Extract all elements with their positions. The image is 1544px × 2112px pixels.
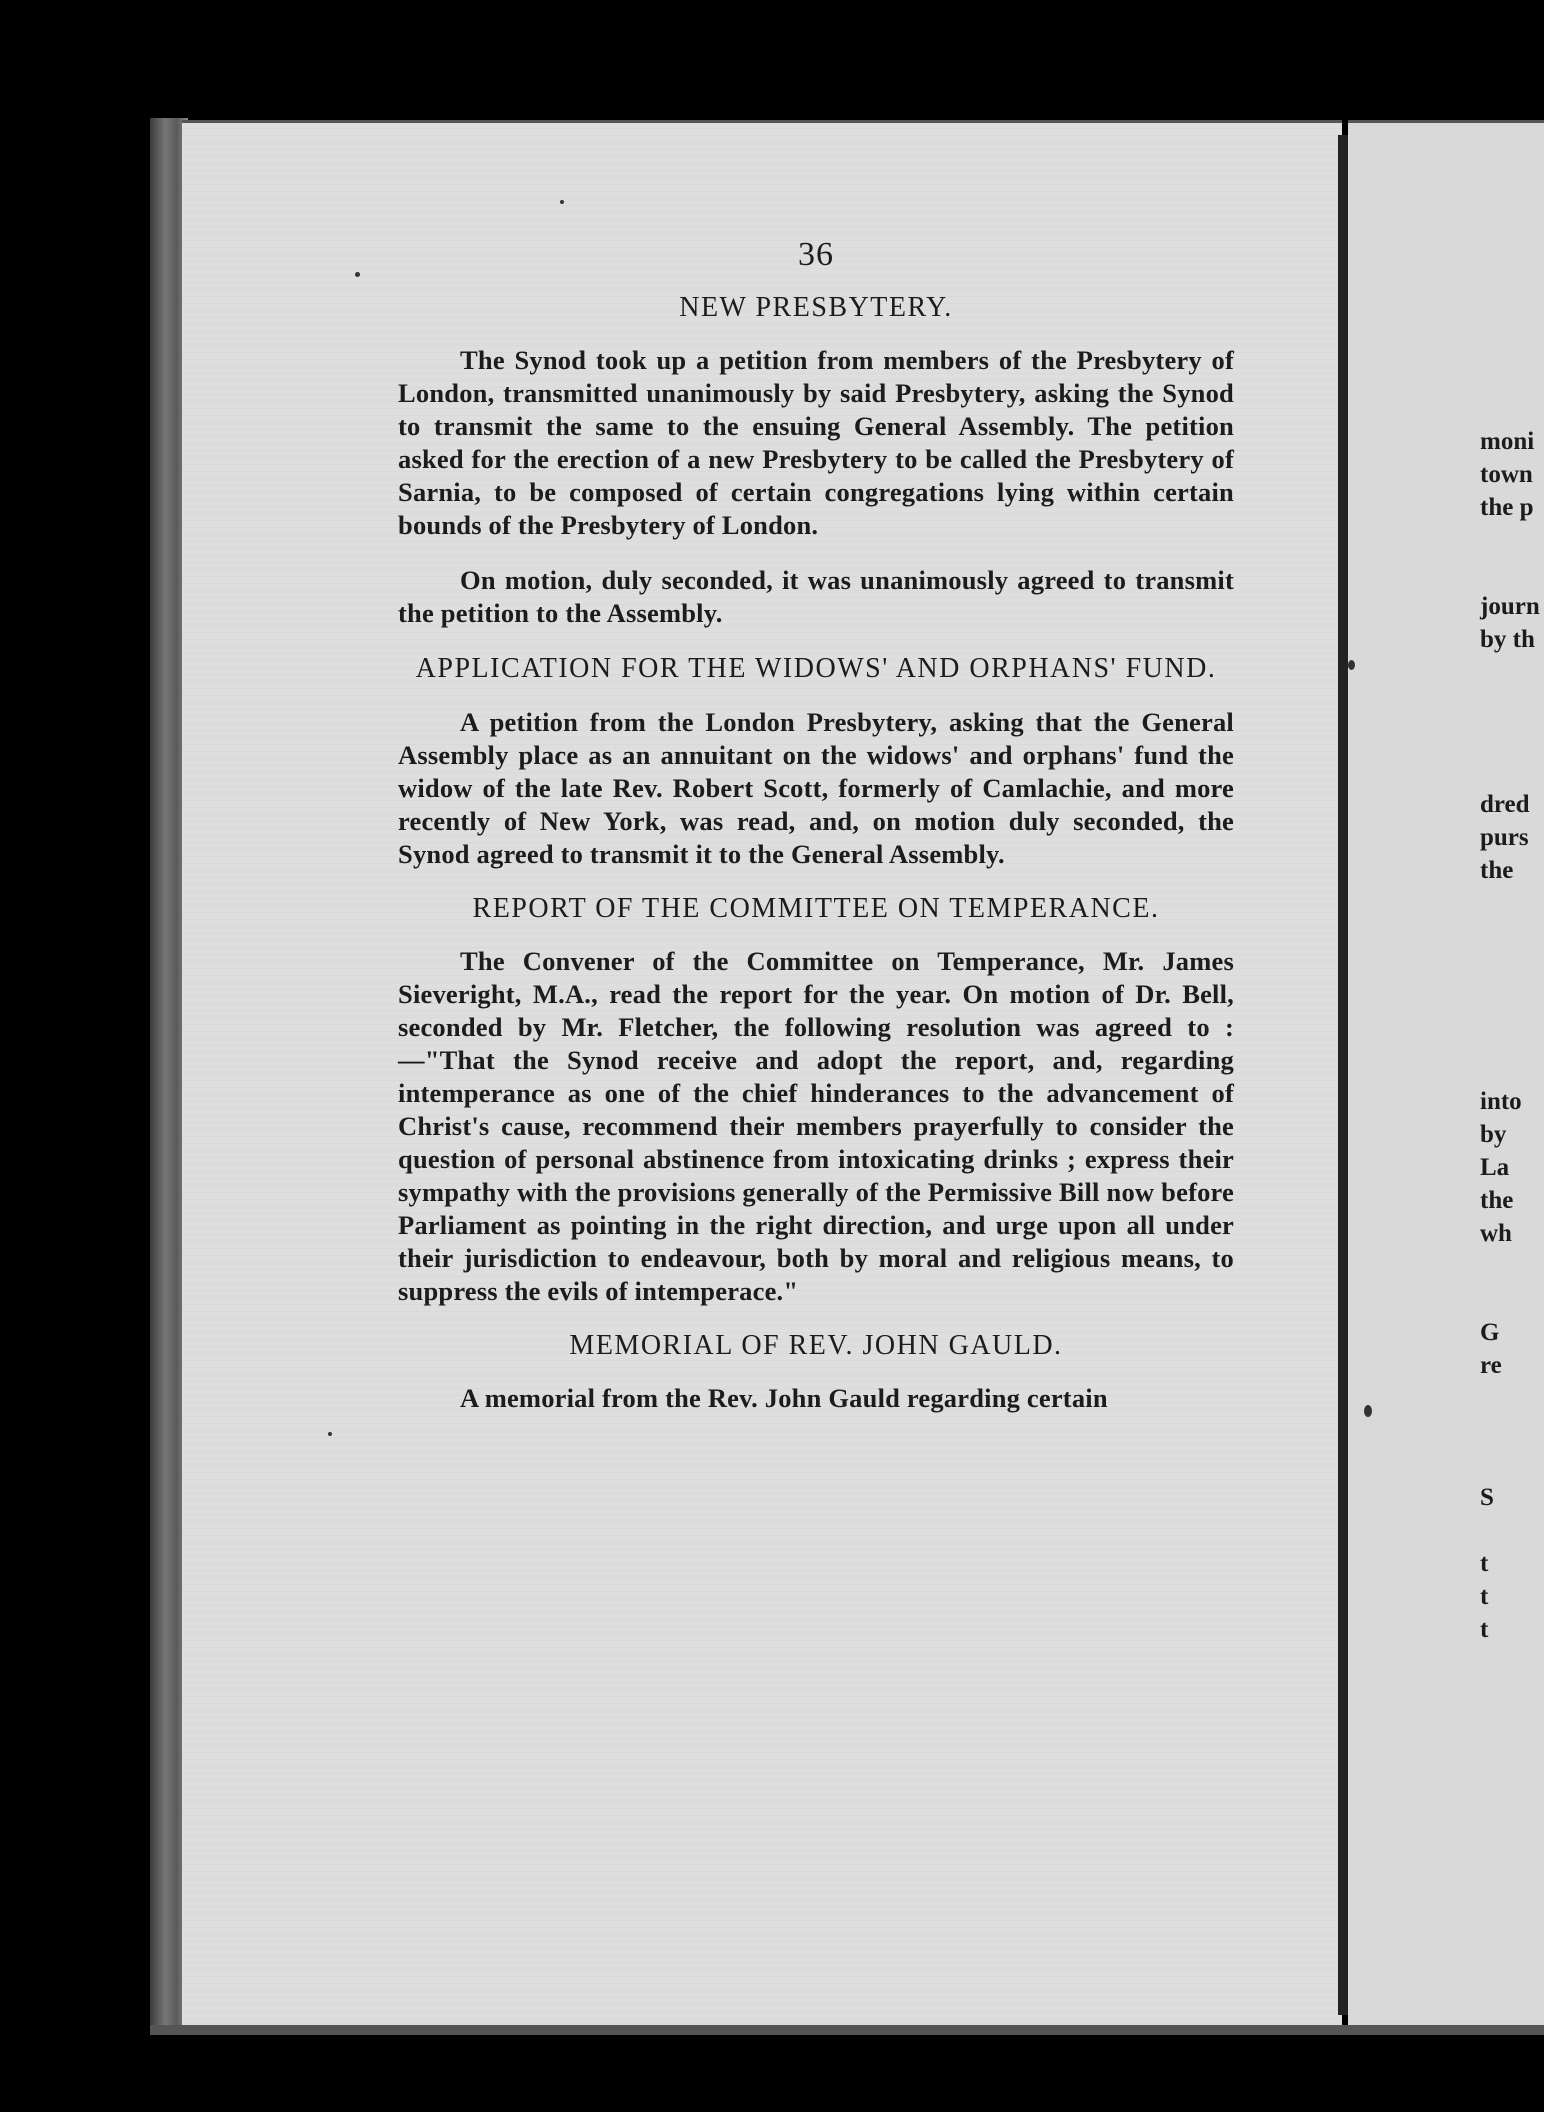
facing-page-fragments [1480, 425, 1544, 1646]
section-memorial-john-gauld [398, 1330, 1234, 1415]
facing-page-line-fragment: t [1480, 1583, 1489, 1610]
facing-page-line-fragment [1480, 887, 1544, 920]
paragraph: A memorial from the Rev. John Gauld regarding certain [460, 1383, 1108, 1413]
facing-page-line-fragment: the [1480, 1187, 1514, 1214]
facing-page-line-fragment: town [1480, 461, 1533, 488]
facing-page-line-fragment [1480, 1250, 1544, 1283]
section-heading: NEW PRESBYTERY. [679, 292, 953, 323]
page-gutter [1338, 135, 1348, 2015]
facing-page-line-fragment: by [1480, 1121, 1507, 1148]
facing-page-line-fragment [1480, 755, 1544, 788]
facing-page-line-fragment: dred [1480, 791, 1530, 818]
facing-page-line-fragment: the [1480, 857, 1514, 884]
facing-page-line-fragment: S [1480, 1484, 1494, 1511]
section-heading: APPLICATION FOR THE WIDOWS' AND ORPHANS' FUND. [415, 653, 1217, 684]
facing-page-line-fragment [1480, 656, 1544, 689]
facing-page-line-fragment [1480, 920, 1544, 953]
facing-page-line-fragment: re [1480, 1352, 1502, 1379]
paragraph: On motion, duly seconded, it was unanimously agreed to transmit the petition to the Assembly. [398, 565, 1234, 628]
facing-page-line-fragment [1480, 524, 1544, 557]
paragraph: The Synod took up a petition from members of the Presbytery of London, transmitted unanimously by said Presbytery, asking the Synod to transmit the same to the ensuing General Assembly. The petition asked for the erection of a new Presbytery to be called the Presbytery of Sarnia, to be composed of certain congregations lying within certain bounds of the Presbytery of London. [398, 345, 1234, 540]
section-new-presbytery [398, 292, 1234, 630]
paper-speck [1348, 660, 1355, 670]
facing-page-line-fragment [1480, 1514, 1544, 1547]
facing-page-line-fragment [1480, 557, 1544, 590]
facing-page-line-fragment [1480, 1019, 1544, 1052]
facing-page-line-fragment [1480, 986, 1544, 1019]
facing-page-line-fragment: purs [1480, 824, 1529, 851]
facing-page-line-fragment [1480, 722, 1544, 755]
facing-page-line-fragment: journ [1480, 593, 1540, 620]
paper-speck [355, 272, 360, 277]
facing-page-line-fragment [1480, 1382, 1544, 1415]
paper-speck [1364, 1405, 1372, 1417]
facing-page-line-fragment [1480, 1448, 1544, 1481]
facing-page-line-fragment: into [1480, 1088, 1522, 1115]
facing-page-line-fragment: G [1480, 1319, 1500, 1346]
section-widows-orphans-fund [398, 652, 1234, 871]
facing-page-line-fragment: wh [1480, 1220, 1512, 1247]
facing-page-line-fragment: La [1480, 1154, 1510, 1181]
facing-page-line-fragment [1480, 1415, 1544, 1448]
facing-page-line-fragment [1480, 953, 1544, 986]
paragraph: The Convener of the Committee on Temperance, Mr. James Sieveright, M.A., read the report for the year. On motion of Dr. Bell, seconded by Mr. Fletcher, the following resolution was agreed to :—"That the Synod receive and adopt the report, and, regarding intemperance as one of the chief hinderances to the advancement of Christ's cause, recommend their members prayerfully to consider the question of personal abstinence from intoxicating drinks ; express their sympathy with the provisions generally of the Permissive Bill now before Parliament as pointing in the right direction, and urge upon all under their jurisdiction to endeavour, both by moral and religious means, to suppress the evils of intemperace." [398, 946, 1234, 1306]
paper-speck [560, 200, 564, 204]
section-temperance-report [398, 893, 1234, 1308]
page-content [398, 236, 1234, 1437]
facing-page-line-fragment [1480, 689, 1544, 722]
facing-page-line-fragment: t [1480, 1550, 1489, 1577]
page-number: 36 [798, 236, 834, 273]
page-bottom-edge [150, 2025, 1544, 2035]
facing-page-line-fragment [1480, 1052, 1544, 1085]
paper-speck [328, 1432, 332, 1436]
facing-page-line-fragment: moni [1480, 428, 1535, 455]
section-heading: REPORT OF THE COMMITTEE ON TEMPERANCE. [472, 893, 1160, 924]
facing-page-line-fragment [1480, 1283, 1544, 1316]
facing-page-line-fragment: by th [1480, 626, 1535, 653]
facing-page-line-fragment: the p [1480, 494, 1534, 521]
facing-page-line-fragment: t [1480, 1616, 1489, 1643]
section-heading: MEMORIAL OF REV. JOHN GAULD. [569, 1330, 1063, 1361]
paragraph: A petition from the London Presbytery, asking that the General Assembly place as an annuitant on the widows' and orphans' fund the widow of the late Rev. Robert Scott, formerly of Camlachie, and more recently of New York, was read, and, on motion duly seconded, the Synod agreed to transmit it to the General Assembly. [398, 707, 1234, 869]
